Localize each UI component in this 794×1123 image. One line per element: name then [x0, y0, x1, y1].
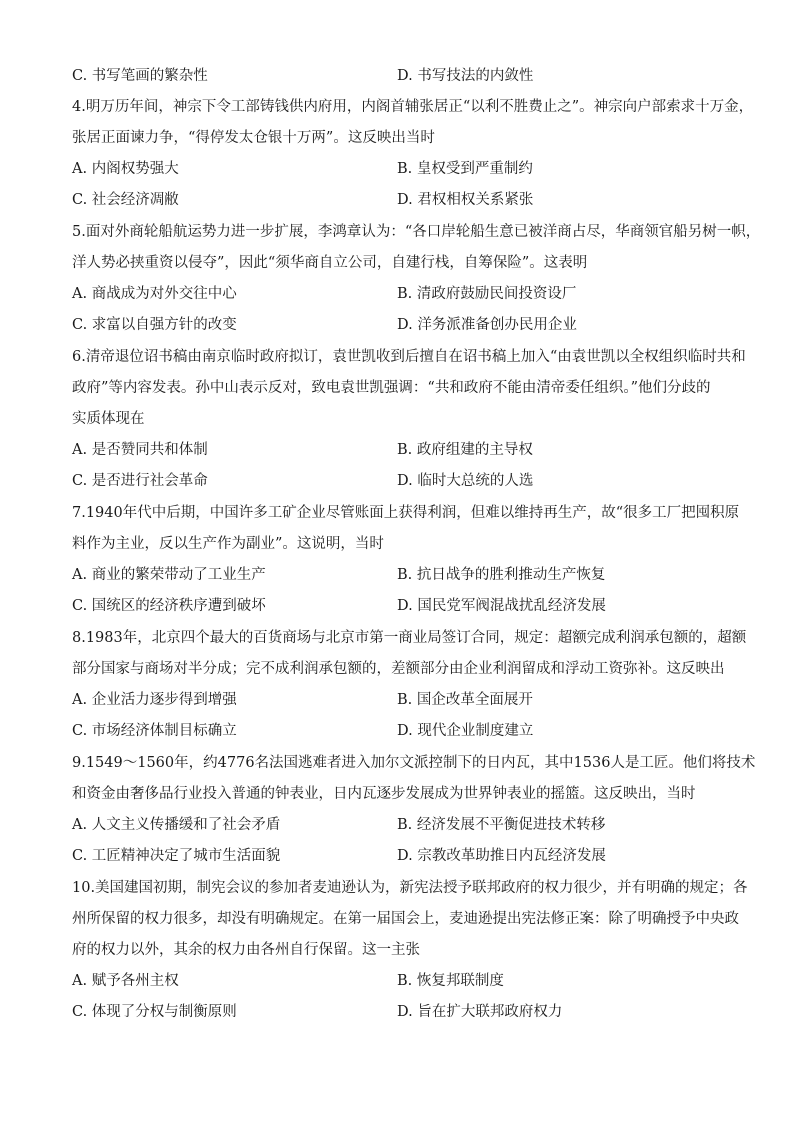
question-4-text: 4.明万历年间，神宗下令工部铸钱供内府用，内阁首辅张居正“以利不胜费止之”。神宗向户部索求十万金， — [72, 99, 754, 115]
question-9-option-b: B. 经济发展不平衡促进技术转移 — [397, 817, 606, 833]
question-6-option-d: D. 临时大总统的人选 — [397, 473, 534, 489]
question-6-option-a: A. 是否赞同共和体制 — [72, 442, 208, 458]
question-10-option-a: A. 赋予各州主权 — [72, 973, 179, 989]
question-7-option-b: B. 抗日战争的胜利推动生产恢复 — [397, 567, 606, 583]
question-8-option-d: D. 现代企业制度建立 — [397, 723, 534, 739]
question-9-option-d: D. 宗教改革助推日内瓦经济发展 — [397, 848, 606, 864]
question-9-text: 9.1549～1560年，约4776名法国逃难者进入加尔文派控制下的日内瓦，其中1536人是工匠。他们将技术 — [72, 755, 756, 771]
question-8-option-c: C. 市场经济体制目标确立 — [72, 723, 237, 739]
question-10-text: 府的权力以外，其余的权力由各州自行保留。这一主张 — [72, 942, 420, 958]
question-10-text: 州所保留的权力很多，却没有明确规定。在第一届国会上，麦迪逊提出宪法修正案：除了明确授予中央政 — [72, 911, 739, 927]
question-5-option-b: B. 清政府鼓励民间投资设厂 — [397, 286, 577, 302]
question-5-text: 洋人势必挟重资以侵夺”，因此“须华商自立公司，自建行栈，自筹保险”。这表明 — [72, 255, 588, 271]
question-10-option-d: D. 旨在扩大联邦政府权力 — [397, 1004, 563, 1020]
question-5-option-d: D. 洋务派准备创办民用企业 — [397, 317, 577, 333]
question-7-option-d: D. 国民党军阀混战扰乱经济发展 — [397, 598, 606, 614]
question-8-text: 部分国家与商场对半分成；完不成利润承包额的，差额部分由企业利润留成和浮动工资弥补。这反映出 — [72, 661, 725, 677]
question-6-text: 政府”等内容发表。孙中山表示反对，致电袁世凯强调：“共和政府不能由清帝委任组织。”他们分歧的 — [72, 380, 711, 396]
question-6-text: 实质体现在 — [72, 411, 145, 427]
question-4-option-c: C. 社会经济凋敝 — [72, 192, 179, 208]
question-6-text: 6.清帝退位诏书稿由南京临时政府拟订，袁世凯收到后擅自在诏书稿上加入“由袁世凯以全权组织临时共和 — [72, 349, 746, 365]
question-9-text: 和资金由奢侈品行业投入普通的钟表业，日内瓦逐步发展成为世界钟表业的摇篮。这反映出，当时 — [72, 786, 696, 802]
question-7-option-a: A. 商业的繁荣带动了工业生产 — [72, 567, 266, 583]
question-9-option-a: A. 人文主义传播缓和了社会矛盾 — [72, 817, 281, 833]
question-7-text: 料作为主业，反以生产作为副业”。这说明，当时 — [72, 536, 384, 552]
question-8-option-a: A. 企业活力逐步得到增强 — [72, 692, 237, 708]
option-d: D. 书写技法的内敛性 — [397, 68, 534, 84]
question-4-option-a: A. 内阁权势强大 — [72, 161, 179, 177]
option-c: C. 书写笔画的繁杂性 — [72, 68, 208, 84]
question-5-text: 5.面对外商轮船航运势力进一步扩展，李鸿章认为：“各口岸轮船生意已被洋商占尽，华商领官船另树一帜， — [72, 224, 761, 240]
question-9-option-c: C. 工匠精神决定了城市生活面貌 — [72, 848, 281, 864]
question-10-text: 10.美国建国初期，制宪会议的参加者麦迪逊认为，新宪法授予联邦政府的权力很少，并有明确的规定；各 — [72, 880, 748, 896]
question-5-option-c: C. 求富以自强方针的改变 — [72, 317, 237, 333]
question-5-option-a: A. 商战成为对外交往中心 — [72, 286, 237, 302]
question-8-option-b: B. 国企改革全面展开 — [397, 692, 533, 708]
question-6-option-c: C. 是否进行社会革命 — [72, 473, 208, 489]
question-7-option-c: C. 国统区的经济秩序遭到破坏 — [72, 598, 266, 614]
question-10-option-c: C. 体现了分权与制衡原则 — [72, 1004, 237, 1020]
question-6-option-b: B. 政府组建的主导权 — [397, 442, 533, 458]
question-10-option-b: B. 恢复邦联制度 — [397, 973, 504, 989]
question-4-option-d: D. 君权相权关系紧张 — [397, 192, 534, 208]
question-7-text: 7.1940年代中后期，中国许多工矿企业尽管账面上获得利润，但难以维持再生产，故“很多工厂把囤积原 — [72, 505, 740, 521]
question-4-text: 张居正面谏力争，“得停发太仓银十万两”。这反映出当时 — [72, 130, 435, 146]
question-8-text: 8.1983年，北京四个最大的百货商场与北京市第一商业局签订合同，规定：超额完成利润承包额的，超额 — [72, 630, 747, 646]
question-4-option-b: B. 皇权受到严重制约 — [397, 161, 533, 177]
